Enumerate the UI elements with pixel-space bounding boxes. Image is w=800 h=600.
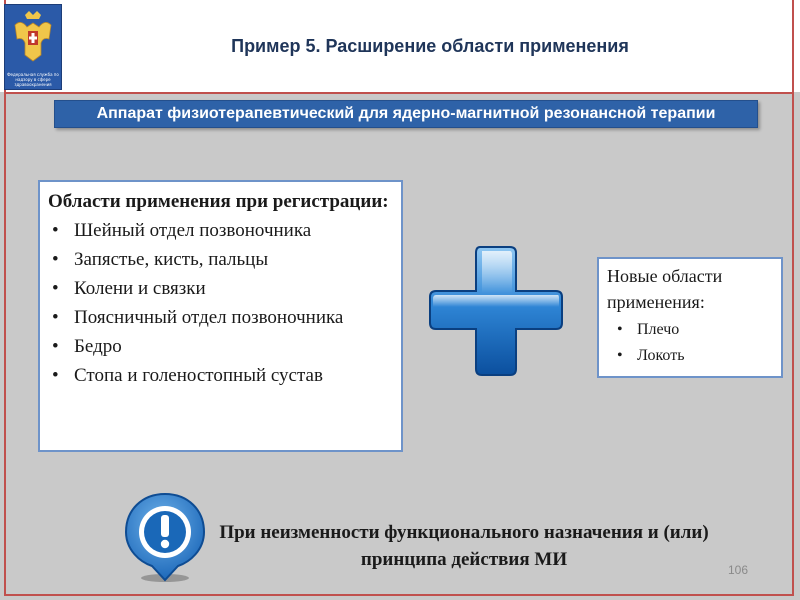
agency-logo (4, 4, 62, 90)
page-number: 106 (728, 563, 749, 577)
page-title: Пример 5. Расширение области применения (231, 36, 629, 56)
new-areas-title: Новые области применения: (607, 266, 723, 312)
logo-caption: Федеральная служба по надзору в сфере здравоохранения (7, 72, 59, 87)
list-item: • Бедро (48, 332, 397, 361)
alert-icon (122, 492, 208, 584)
registration-areas-box (38, 180, 403, 452)
condition-note: При неизменности функционального назначения и (или) принципа действия МИ (219, 522, 709, 570)
list-item: • Поясничный отдел позвоночника (48, 303, 397, 332)
list-item: • Колени и связки (48, 274, 397, 303)
emblem-icon (11, 9, 55, 67)
plus-icon (428, 243, 564, 377)
banner-text: Аппарат физиотерапевтический для ядерно-магнитной резонансной терапии (96, 105, 716, 122)
list-item: • Стопа и голеностопный сустав (48, 361, 397, 390)
list-item: • Запястье, кисть, пальцы (48, 245, 397, 274)
list-item: • Локоть (607, 343, 775, 369)
list-item: • Шейный отдел позвоночника (48, 216, 397, 245)
registration-areas-title: Области применения при регистрации: (48, 191, 389, 212)
new-areas-box (597, 257, 783, 378)
list-item: • Плечо (607, 317, 775, 343)
banner (54, 100, 758, 128)
